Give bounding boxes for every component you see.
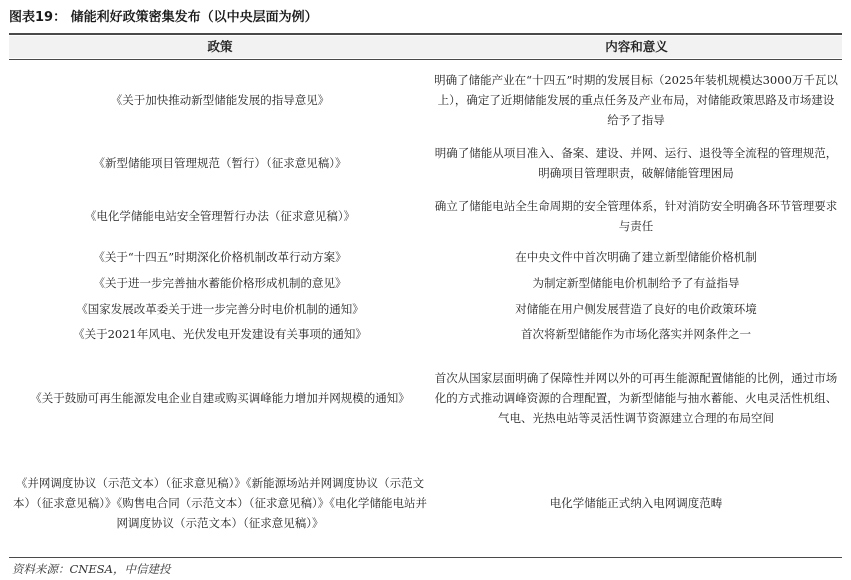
policy-cell: 《国家发展改革委关于进一步完善分时电价机制的通知》	[76, 302, 364, 316]
policy-cell: 《新型储能项目管理规范（暂行）（征求意见稿）》	[93, 156, 347, 170]
content-cell: 确立了储能电站全生命周期的安全管理体系，针对消防安全明确各环节管理要求与责任	[434, 199, 838, 233]
table-top-rule	[9, 33, 842, 35]
figure-title: 图表19： 储能利好政策密集发布（以中央层面为例）	[9, 10, 318, 25]
content-cell: 首次将新型储能作为市场化落实并网条件之一	[521, 327, 751, 341]
header-policy: 政策	[9, 36, 431, 58]
policy-cell: 《电化学储能电站安全管理暂行办法（征求意见稿）》	[84, 209, 356, 223]
header-rule	[9, 59, 842, 60]
table-bottom-rule	[9, 557, 842, 558]
policy-cell: 《关于鼓励可再生能源发电企业自建或购买调峰能力增加并网规模的通知》	[30, 391, 410, 405]
header-content: 内容和意义	[431, 36, 842, 58]
policy-cell: 《关于进一步完善抽水蓄能价格形成机制的意见》	[93, 276, 347, 290]
content-cell: 电化学储能正式纳入电网调度范畴	[549, 496, 723, 510]
content-cell: 明确了储能从项目准入、备案、建设、并网、运行、退役等全流程的管理规范，明确项目管理职责，破解储能管理困局	[434, 146, 838, 180]
policy-cell: 《关于“十四五”时期深化价格机制改革行动方案》	[93, 250, 347, 264]
content-cell: 为制定新型储能电价机制给予了有益指导	[532, 276, 740, 290]
content-cell: 首次从国家层面明确了保障性并网以外的可再生能源配置储能的比例，通过市场化的方式推动调峰资源的合理配置，为新型储能与抽水蓄能、火电灵活性机组、气电、光热电站等灵活性调节资源建立合理的布局空间	[434, 371, 838, 425]
content-cell: 明确了储能产业在“十四五”时期的发展目标（2025年装机规模达3000万千瓦以上），确定了近期储能发展的重点任务及产业布局，对储能政策思路及市场建设给予了指导	[434, 73, 838, 127]
policy-cell: 《关于加快推动新型储能发展的指导意见》	[110, 93, 330, 107]
policy-cell: 《关于2021年风电、光伏发电开发建设有关事项的通知》	[73, 327, 367, 341]
content-cell: 对储能在用户侧发展营造了良好的电价政策环境	[515, 302, 757, 316]
source-note: 资料来源：CNESA，中信建投	[12, 562, 171, 576]
content-cell: 在中央文件中首次明确了建立新型储能价格机制	[515, 250, 757, 264]
policy-cell: 《并网调度协议（示范文本）（征求意见稿）》《新能源场站并网调度协议（示范文本）（征求意见稿）》《购售电合同（示范文本）（征求意见稿）》《电化学储能电站并网调度协议（示范文本）（征求意见稿）》	[13, 476, 427, 530]
